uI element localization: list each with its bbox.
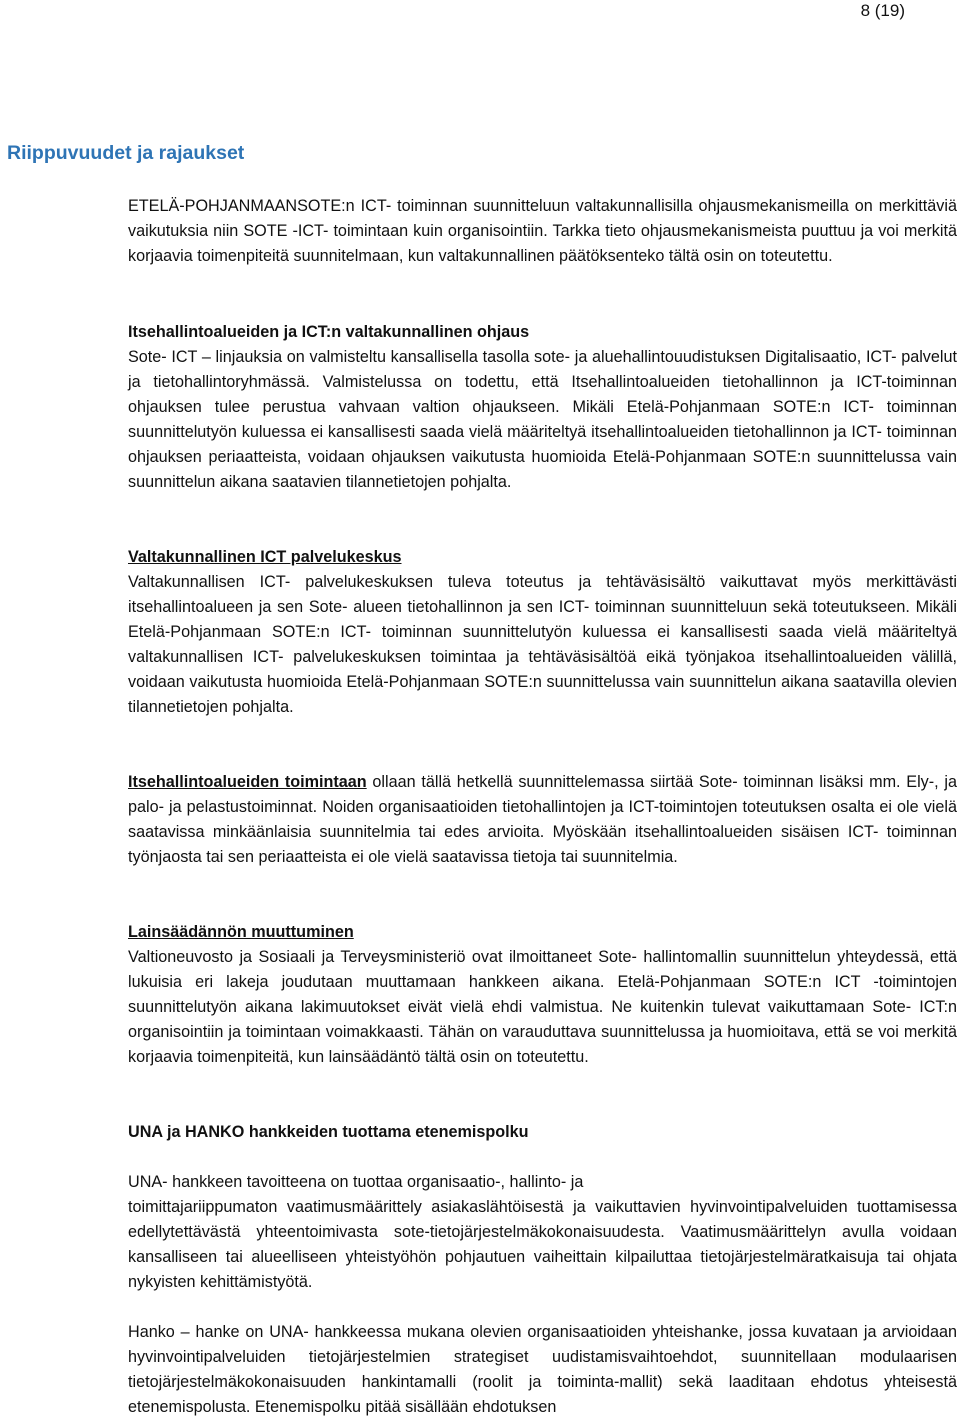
section-body-text: ollaan tällä hetkellä suunnittelemassa siirtää Sote- toiminnan lisäksi mm. Ely-, ja palo- ja pelastustoiminnat. Noiden organisaatioiden tietohallintojen ja ICT-toimintojen toteutuksen osalta ei ole vielä saatavissa minkäänlaisia suunnitelmia tai edes arvioita. Myöskään itsehallintoalueiden sisäisen ICT- toiminnan työnjaosta tai sen periaatteista ei ole vielä saatavissa tietoja tai suunnitelmia. [128, 773, 957, 866]
section-autonomous-regions-operations [128, 770, 957, 870]
section-heading: Lainsäädännön muuttuminen [128, 923, 354, 941]
intro-section [128, 194, 957, 269]
section-paragraph-hanko: Hanko – hanke on UNA- hankkeessa mukana olevien organisaatioiden yhteishanke, jossa kuvataan ja arvioidaan hyvinvointipalveluiden tietojärjestelmien strategiset uudistamisvaihtoehdot, suunnitellaan modulaarisen tietojärjestelmäkokonaisuuden hankintamalli (roolit ja toiminta-mallit) sekä laaditaan ehdotus yhteisestä etenemispolusta. Etenemispolku pitää sisällään ehdotuksen [128, 1323, 957, 1416]
section-paragraph: Valtioneuvosto ja Sosiaali ja Terveysministeriö ovat ilmoittaneet Sote- hallintomallin suunnittelun yhteydessä, että lukuisia eri lakeja joudutaan muuttamaan hankkeen aikana. Etelä-Pohjanmaan SOTE:n ICT -toimintojen suunnittelutyön aikana lakimuutokset eivät vielä ehdi valmistua. Ne kuitenkin tulevat vaikuttamaan Sote- ICT:n organisointiin ja toimintaan voimakkaasti. Tähän on varauduttava suunnittelussa ja huomioitava, että se voi merkitä korjaavia toimenpiteitä, kun lainsäädäntö tältä osin on toteutettu. [128, 948, 957, 1066]
page-title: Riippuvuudet ja rajaukset [7, 142, 245, 164]
section-legislation-change [128, 920, 957, 1070]
section-heading: Itsehallintoalueiden ja ICT:n valtakunnallinen ohjaus [128, 323, 530, 341]
section-paragraph-line1: UNA- hankkeen tavoitteena on tuottaa organisaatio-, hallinto- ja [128, 1173, 584, 1191]
section-heading: Valtakunnallinen ICT palvelukeskus [128, 548, 402, 566]
section-heading: UNA ja HANKO hankkeiden tuottama etenemispolku [128, 1123, 529, 1141]
section-una-hanko [128, 1120, 957, 1420]
intro-paragraph: ETELÄ-POHJANMAANSOTE:n ICT- toiminnan suunnitteluun valtakunnallisilla ohjausmekanismeilla on merkittäviä vaikutuksia niin SOTE -ICT- toimintaan kuin organisointiin. Tarkka tieto ohjausmekanismeista puuttuu ja voi merkitä korjaavia toimenpiteitä suunnitelmaan, kun valtakunnallinen päätöksenteko tältä osin on toteutettu. [128, 197, 957, 265]
section-paragraph: Valtakunnallisen ICT- palvelukeskuksen tuleva toteutus ja tehtäväsisältö vaikuttavat myös merkittävästi itsehallintoalueen ja sen Sote- alueen tietohallinnon ja sen ICT- toiminnan suunnitteluun sekä toteutukseen. Mikäli Etelä-Pohjanmaan SOTE:n ICT- toiminnan suunnittelutyön kuluessa ei kansallisesti saada vielä määriteltyä valtakunnallisen ICT- palvelukeskuksen toimintaa ja tehtäväsisältöä eikä työnjakoa itsehallintoalueiden välillä, voidaan vaikutusta huomioida Etelä-Pohjanmaan SOTE:n suunnittelussa vain suunnittelun aikana saatavilla olevien tilannetietojen pohjalta. [128, 573, 957, 716]
section-ict-service-center [128, 545, 957, 720]
section-national-steering [128, 320, 957, 495]
section-paragraph [128, 770, 957, 870]
section-paragraph: Sote- ICT – linjauksia on valmisteltu kansallisella tasolla sote- ja aluehallintouudistuksen Digitalisaatio, ICT- palvelut ja tietohallintoryhmässä. Valmistelussa on todettu, että Itsehallintoalueiden tietohallinnon ja ICT-toiminnan ohjauksen tulee perustua vahvaan valtion ohjaukseen. Mikäli Etelä-Pohjanmaan SOTE:n ICT- toiminnan suunnittelutyön kuluessa ei kansallisesti saada vielä määriteltyä itsehallintoalueiden tietohallinnon ja ICT- toiminnan ohjauksen periaatteista, voidaan ohjauksen vaikutusta huomioida Etelä-Pohjanmaan SOTE:n suunnittelussa vain suunnittelun aikana saatavien tilannetietojen pohjalta. [128, 348, 957, 491]
page-number: 8 (19) [860, 1, 905, 20]
section-paragraph: toimittajariippumaton vaatimusmäärittely asiakaslähtöisestä ja vaikuttavien hyvinvointipalveluiden tuottamisessa edellytettävästä yhteentoimivasta sote-tietojärjestelmäkokonaisuudesta. Vaatimusmäärittelyn avulla voidaan kansalliseen tai alueelliseen yhteistyöhön pohjautuen vaiheittain kilpailuttaa tietojärjestelmäratkaisuja tai ohjata nykyisten kehittämistyötä. [128, 1198, 957, 1291]
section-heading: Itsehallintoalueiden toimintaan [128, 773, 367, 791]
